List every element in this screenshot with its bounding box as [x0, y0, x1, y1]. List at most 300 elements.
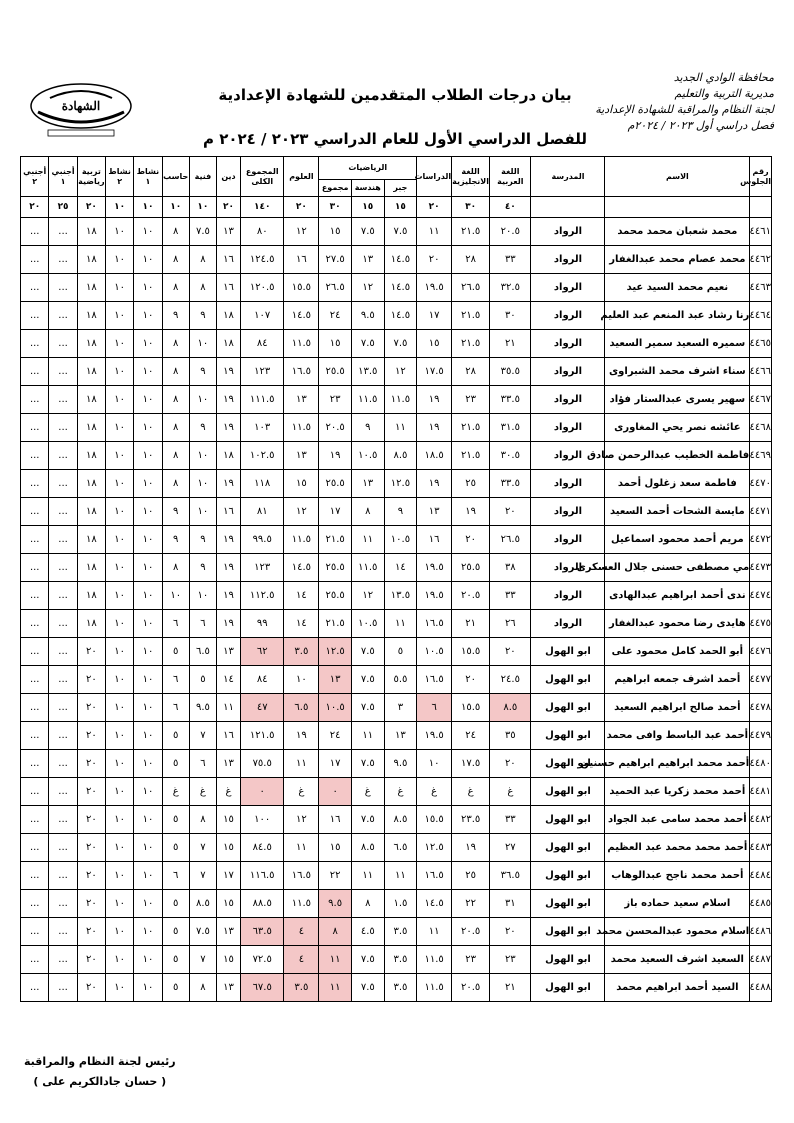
arabic-cell: ٢٠: [490, 750, 531, 778]
arabic-cell: ٢٠: [490, 638, 531, 666]
geometry-header: هندسة: [351, 180, 384, 197]
geometry-cell: ٨: [351, 498, 384, 526]
name-cell: سميره السعيد سمير السعيد: [605, 330, 750, 358]
science-cell: ١١.٥: [284, 330, 319, 358]
max-mark-cell: ٤٠: [490, 197, 531, 218]
foreign1-cell: ...: [49, 834, 77, 862]
art-cell: ٨: [189, 274, 216, 302]
act2-cell: ١٠: [106, 666, 134, 694]
computer-cell: ٥: [162, 918, 189, 946]
algebra-cell: ١٠.٥: [384, 526, 417, 554]
social-cell: ١٧.٥: [417, 358, 452, 386]
english-cell: ٢١: [452, 610, 490, 638]
algebra-cell: ١١: [384, 610, 417, 638]
school-cell: الرواد: [531, 246, 605, 274]
act1-cell: ١٠: [134, 498, 162, 526]
name-cell: اسلام سعيد حماده باز: [605, 890, 750, 918]
name-cell: سهير يسرى عبدالستار فؤاد: [605, 386, 750, 414]
foreign2-cell: ...: [21, 946, 49, 974]
foreign2-cell: ...: [21, 330, 49, 358]
english-cell: ٢٢: [452, 890, 490, 918]
table-row: [21, 890, 772, 918]
arabic-cell: غ: [490, 778, 531, 806]
document-subtitle: للفصل الدراسي الأول للعام الدراسي ٢٠٢٣ / ٢٠٢٤ م: [202, 130, 588, 148]
math-total-cell: ٢١.٥: [319, 526, 352, 554]
geometry-cell: ٤.٥: [351, 918, 384, 946]
religion-cell: ١٣: [217, 750, 241, 778]
religion-cell: ١٦: [217, 498, 241, 526]
computer-cell: ٨: [162, 358, 189, 386]
sport-cell: ١٨: [77, 218, 105, 246]
table-row: [21, 946, 772, 974]
act2-cell: ١٠: [106, 610, 134, 638]
arabic-cell: ٨.٥: [490, 694, 531, 722]
social-cell: ١٣: [417, 498, 452, 526]
math-total-cell: ٢٠.٥: [319, 414, 352, 442]
computer-cell: ٥: [162, 806, 189, 834]
foreign1-cell: ...: [49, 386, 77, 414]
school-cell: الرواد: [531, 554, 605, 582]
arabic-cell: ٢٣: [490, 946, 531, 974]
religion-cell: ١٩: [217, 470, 241, 498]
name-cell: عائشه نصر يحي المغاورى: [605, 414, 750, 442]
act1-cell: ١٠: [134, 274, 162, 302]
sport-cell: ١٨: [77, 246, 105, 274]
school-cell: الرواد: [531, 442, 605, 470]
math-total-cell: ٩.٥: [319, 890, 352, 918]
math-total-cell: ٢٥.٥: [319, 358, 352, 386]
social-cell: ١٦.٥: [417, 666, 452, 694]
name-cell: مريم أحمد محمود اسماعيل: [605, 526, 750, 554]
name-cell: أحمد محمد محمد عبد العظيم: [605, 834, 750, 862]
foreign1-cell: ...: [49, 582, 77, 610]
arabic-cell: ٢٠.٥: [490, 218, 531, 246]
science-cell: ١٩: [284, 722, 319, 750]
certificate-logo: [28, 80, 134, 138]
name-cell: أحمد محمد زكريا عبد الحميد: [605, 778, 750, 806]
arabic-cell: ٢٦.٥: [490, 526, 531, 554]
foreign2-cell: ...: [21, 666, 49, 694]
religion-cell: ١٥: [217, 946, 241, 974]
name-cell: أحمد عبد الباسط وافى محمد: [605, 722, 750, 750]
sport-cell: ١٨: [77, 582, 105, 610]
act1-cell: ١٠: [134, 890, 162, 918]
arabic-cell: ٣٢.٥: [490, 274, 531, 302]
table-row: [21, 526, 772, 554]
table-row: [21, 610, 772, 638]
act2-cell: ١٠: [106, 274, 134, 302]
english-cell: ٢٠.٥: [452, 974, 490, 1002]
seat-cell: ٤٤٦١: [750, 218, 772, 246]
math-total-cell: ٢٤: [319, 722, 352, 750]
religion-cell: ١٩: [217, 414, 241, 442]
name-cell: مي مصطفى حسنى جلال العسكرى: [605, 554, 750, 582]
total-cell: ٨٠: [240, 218, 284, 246]
geometry-cell: غ: [351, 778, 384, 806]
total-cell: ٨٤: [240, 330, 284, 358]
grades-body: [21, 218, 772, 1002]
foreign2-cell: ...: [21, 302, 49, 330]
name-cell: نعيم محمد السيد عيد: [605, 274, 750, 302]
sport-cell: ٢٠: [77, 694, 105, 722]
religion-cell: ١٨: [217, 302, 241, 330]
act1-cell: ١٠: [134, 862, 162, 890]
religion-cell: ١٩: [217, 526, 241, 554]
english-cell: ٢٥.٥: [452, 554, 490, 582]
school-cell: ابو الهول: [531, 918, 605, 946]
science-cell: ١١: [284, 834, 319, 862]
total-cell: ٤٧: [240, 694, 284, 722]
seat-cell: ٤٤٨٨: [750, 974, 772, 1002]
art-cell: ١٠: [189, 582, 216, 610]
school-cell: ابو الهول: [531, 946, 605, 974]
art-cell: ٧: [189, 834, 216, 862]
arabic-cell: ٢٧: [490, 834, 531, 862]
act1-cell: ١٠: [134, 330, 162, 358]
arabic-cell: ٣٣.٥: [490, 386, 531, 414]
grades-table: [20, 156, 772, 1002]
name-cell: محمد عصام محمد عبدالغفار: [605, 246, 750, 274]
sport-cell: ١٨: [77, 610, 105, 638]
school-cell: ابو الهول: [531, 890, 605, 918]
english-cell: ٢١.٥: [452, 414, 490, 442]
english-cell: ٢٥: [452, 470, 490, 498]
foreign1-cell: ...: [49, 302, 77, 330]
name-cell: سناء اشرف محمد الشبراوى: [605, 358, 750, 386]
algebra-cell: ٧.٥: [384, 330, 417, 358]
algebra-cell: ١٤.٥: [384, 302, 417, 330]
religion-cell: ١٧: [217, 862, 241, 890]
geometry-cell: ٧.٥: [351, 638, 384, 666]
algebra-cell: ٣: [384, 694, 417, 722]
algebra-cell: ٣.٥: [384, 974, 417, 1002]
math-total-cell: ٢٢: [319, 862, 352, 890]
social-cell: ١١: [417, 918, 452, 946]
act1-cell: ١٠: [134, 918, 162, 946]
arabic-cell: ٣٦.٥: [490, 862, 531, 890]
seat-header: رقم الجلوس: [750, 157, 772, 197]
act1-cell: ١٠: [134, 526, 162, 554]
math-total-cell: ٢٤: [319, 302, 352, 330]
geometry-cell: ١٠.٥: [351, 610, 384, 638]
seat-cell: ٤٤٨٣: [750, 834, 772, 862]
math-total-header: مجموع: [319, 180, 352, 197]
max-mark-cell: ٣٠: [319, 197, 352, 218]
algebra-cell: ١١.٥: [384, 386, 417, 414]
math-total-cell: ٢٥.٥: [319, 470, 352, 498]
geometry-cell: ١٠.٥: [351, 442, 384, 470]
foreign2-cell: ...: [21, 638, 49, 666]
act2-cell: ١٠: [106, 862, 134, 890]
algebra-cell: ١٤: [384, 554, 417, 582]
total-cell: ١١٦.٥: [240, 862, 284, 890]
foreign2-cell: ...: [21, 974, 49, 1002]
foreign1-cell: ...: [49, 806, 77, 834]
religion-header: دين: [217, 157, 241, 197]
social-cell: ١٦: [417, 526, 452, 554]
table-row: [21, 246, 772, 274]
foreign1-cell: ...: [49, 946, 77, 974]
committee-head-name: ( حسان جادالكريم على ): [33, 1075, 167, 1088]
computer-cell: ٨: [162, 330, 189, 358]
social-cell: ١٢.٥: [417, 834, 452, 862]
name-cell: فاطمة الخطيب عبدالرحمن صادق: [605, 442, 750, 470]
religion-cell: ١٣: [217, 974, 241, 1002]
math-total-cell: ٢٦.٥: [319, 274, 352, 302]
total-cell: ٦٣.٥: [240, 918, 284, 946]
arabic-cell: ٣٥.٥: [490, 358, 531, 386]
foreign2-cell: ...: [21, 806, 49, 834]
computer-cell: ٥: [162, 834, 189, 862]
school-cell: ابو الهول: [531, 694, 605, 722]
name-cell: السيد أحمد ابراهيم محمد: [605, 974, 750, 1002]
name-cell: أحمد صالح ابراهيم السعيد: [605, 694, 750, 722]
religion-cell: ١٨: [217, 330, 241, 358]
algebra-cell: ٥.٥: [384, 666, 417, 694]
act1-cell: ١٠: [134, 778, 162, 806]
arabic-cell: ٣١: [490, 890, 531, 918]
total-cell: ٧٢.٥: [240, 946, 284, 974]
header-row: [21, 157, 772, 180]
math-total-cell: ١٧: [319, 750, 352, 778]
math-total-cell: ١٠.٥: [319, 694, 352, 722]
act2-cell: ١٠: [106, 694, 134, 722]
english-cell: ٢٣: [452, 946, 490, 974]
name-cell: السعيد اشرف السعيد محمد: [605, 946, 750, 974]
name-cell: أحمد اشرف جمعه ابراهيم: [605, 666, 750, 694]
algebra-cell: ١٢.٥: [384, 470, 417, 498]
sport-cell: ٢٠: [77, 890, 105, 918]
school-cell: ابو الهول: [531, 722, 605, 750]
art-cell: ٦: [189, 750, 216, 778]
foreign2-cell: ...: [21, 610, 49, 638]
issuer-header: [574, 70, 774, 134]
table-row: [21, 694, 772, 722]
seat-cell: ٤٤٧٧: [750, 666, 772, 694]
foreign2-cell: ...: [21, 778, 49, 806]
art-cell: ٦: [189, 610, 216, 638]
act2-cell: ١٠: [106, 974, 134, 1002]
foreign1-cell: ...: [49, 498, 77, 526]
religion-cell: ١٣: [217, 918, 241, 946]
english-cell: ٢١.٥: [452, 330, 490, 358]
english-cell: ١٩: [452, 834, 490, 862]
table-row: [21, 358, 772, 386]
english-cell: ١٩: [452, 498, 490, 526]
seat-cell: ٤٤٨١: [750, 778, 772, 806]
sport-cell: ٢٠: [77, 946, 105, 974]
foreign1-cell: ...: [49, 638, 77, 666]
science-cell: ٣.٥: [284, 638, 319, 666]
foreign1-cell: ...: [49, 666, 77, 694]
science-cell: ١٣: [284, 386, 319, 414]
art-cell: ٩: [189, 554, 216, 582]
religion-cell: ١٦: [217, 722, 241, 750]
science-cell: ١١.٥: [284, 526, 319, 554]
school-cell: الرواد: [531, 470, 605, 498]
seat-cell: ٤٤٦٨: [750, 414, 772, 442]
max-mark-cell: ٢٥: [49, 197, 77, 218]
algebra-header: جبر: [384, 180, 417, 197]
school-cell: ابو الهول: [531, 806, 605, 834]
foreign2-cell: ...: [21, 750, 49, 778]
social-cell: ١٠: [417, 750, 452, 778]
foreign2-cell: ...: [21, 414, 49, 442]
math-total-cell: ١٥: [319, 330, 352, 358]
computer-cell: ٦: [162, 610, 189, 638]
seat-cell: ٤٤٧٤: [750, 582, 772, 610]
foreign1-cell: ...: [49, 778, 77, 806]
social-cell: ١٩: [417, 386, 452, 414]
table-row: [21, 554, 772, 582]
social-cell: ١٤.٥: [417, 890, 452, 918]
art-cell: ٨: [189, 246, 216, 274]
seat-cell: ٤٤٧١: [750, 498, 772, 526]
arabic-cell: ٣٠: [490, 302, 531, 330]
total-cell: ٨١: [240, 498, 284, 526]
seat-cell: ٤٤٧٢: [750, 526, 772, 554]
art-cell: ٥: [189, 666, 216, 694]
school-cell: ابو الهول: [531, 666, 605, 694]
foreign1-cell: ...: [49, 218, 77, 246]
committee-head-title: رئيس لجنة النظام والمراقبة: [24, 1055, 176, 1068]
art-cell: ١٠: [189, 498, 216, 526]
religion-cell: ١٣: [217, 638, 241, 666]
science-cell: ١٤.٥: [284, 302, 319, 330]
foreign2-cell: ...: [21, 470, 49, 498]
act2-cell: ١٠: [106, 778, 134, 806]
table-row: [21, 722, 772, 750]
social-cell: ١٦.٥: [417, 862, 452, 890]
english-cell: ٢٤: [452, 722, 490, 750]
geometry-cell: ١١: [351, 526, 384, 554]
name-cell: مايسة الشحات أحمد السعيد: [605, 498, 750, 526]
religion-cell: ١٥: [217, 806, 241, 834]
max-mark-cell: ١٠: [189, 197, 216, 218]
foreign2-cell: ...: [21, 862, 49, 890]
computer-cell: ٨: [162, 386, 189, 414]
computer-cell: ٨: [162, 246, 189, 274]
foreign1-cell: ...: [49, 414, 77, 442]
social-cell: غ: [417, 778, 452, 806]
science-cell: ١٣: [284, 442, 319, 470]
art-cell: ١٠: [189, 386, 216, 414]
religion-cell: ١٩: [217, 582, 241, 610]
algebra-cell: ١٢: [384, 358, 417, 386]
arabic-cell: ٢٠: [490, 918, 531, 946]
geometry-cell: ١١.٥: [351, 386, 384, 414]
geometry-cell: ٩.٥: [351, 302, 384, 330]
sport-cell: ١٨: [77, 498, 105, 526]
total-cell: ١١٢.٥: [240, 582, 284, 610]
total-cell: ١٢٣: [240, 554, 284, 582]
act1-cell: ١٠: [134, 414, 162, 442]
seat-cell: ٤٤٧٣: [750, 554, 772, 582]
social-cell: ١٩: [417, 470, 452, 498]
foreign1-cell: ...: [49, 274, 77, 302]
math-total-cell: ٢٧.٥: [319, 246, 352, 274]
max-mark-cell: ١٠: [162, 197, 189, 218]
geometry-cell: ١٢: [351, 582, 384, 610]
foreign1-cell: ...: [49, 246, 77, 274]
science-cell: ١٥.٥: [284, 274, 319, 302]
math-total-cell: ٠: [319, 778, 352, 806]
geometry-cell: ٧.٥: [351, 218, 384, 246]
sport-cell: ١٨: [77, 470, 105, 498]
seat-cell: ٤٤٨٠: [750, 750, 772, 778]
act1-cell: ١٠: [134, 610, 162, 638]
social-cell: ١٥.٥: [417, 806, 452, 834]
english-cell: غ: [452, 778, 490, 806]
act1-cell: ١٠: [134, 554, 162, 582]
sport-cell: ٢٠: [77, 862, 105, 890]
activity2-header: نشاط ٢: [106, 157, 134, 197]
school-cell: الرواد: [531, 526, 605, 554]
social-cell: ١٩.٥: [417, 582, 452, 610]
arabic-cell: ٢١: [490, 974, 531, 1002]
social-cell: ١١: [417, 218, 452, 246]
act1-cell: ١٠: [134, 358, 162, 386]
english-cell: ٢١.٥: [452, 218, 490, 246]
art-cell: ٧: [189, 946, 216, 974]
sport-cell: ٢٠: [77, 722, 105, 750]
table-row: [21, 498, 772, 526]
table-row: [21, 386, 772, 414]
computer-header: حاسب: [162, 157, 189, 197]
computer-cell: ٥: [162, 722, 189, 750]
geometry-cell: ٧.٥: [351, 666, 384, 694]
name-cell: أحمد محمد ابراهيم ابراهيم حسنين: [605, 750, 750, 778]
art-cell: ٨: [189, 974, 216, 1002]
english-header: اللغة الانجليزية: [452, 157, 490, 197]
science-cell: ٣.٥: [284, 974, 319, 1002]
seat-cell: ٤٤٦٢: [750, 246, 772, 274]
art-cell: ٧.٥: [189, 918, 216, 946]
sport-cell: ٢٠: [77, 806, 105, 834]
art-cell: غ: [189, 778, 216, 806]
foreign1-header: أجنبي ١: [49, 157, 77, 197]
seat-cell: ٤٤٧٥: [750, 610, 772, 638]
art-cell: ١٠: [189, 330, 216, 358]
act2-cell: ١٠: [106, 638, 134, 666]
max-mark-cell: ١٠: [106, 197, 134, 218]
art-cell: ١٠: [189, 470, 216, 498]
social-cell: ١٨.٥: [417, 442, 452, 470]
foreign1-cell: ...: [49, 554, 77, 582]
max-mark-cell: ١٥: [351, 197, 384, 218]
computer-cell: ٦: [162, 862, 189, 890]
english-cell: ٢٦.٥: [452, 274, 490, 302]
act1-cell: ١٠: [134, 694, 162, 722]
act2-cell: ١٠: [106, 750, 134, 778]
name-cell: اسلام محمود عبدالمحسن محمد: [605, 918, 750, 946]
social-header: الدراسات: [417, 157, 452, 197]
computer-cell: ٥: [162, 890, 189, 918]
school-cell: الرواد: [531, 358, 605, 386]
act1-cell: ١٠: [134, 470, 162, 498]
total-cell: ١٠٣: [240, 414, 284, 442]
geometry-cell: ٨: [351, 890, 384, 918]
science-cell: ١١.٥: [284, 414, 319, 442]
table-row: [21, 806, 772, 834]
english-cell: ٢٠: [452, 526, 490, 554]
foreign2-header: أجنبي ٢: [21, 157, 49, 197]
geometry-cell: ٩: [351, 414, 384, 442]
act1-cell: ١٠: [134, 442, 162, 470]
geometry-cell: ١١: [351, 862, 384, 890]
total-cell: ١٢٠.٥: [240, 274, 284, 302]
science-header: العلوم: [284, 157, 319, 197]
